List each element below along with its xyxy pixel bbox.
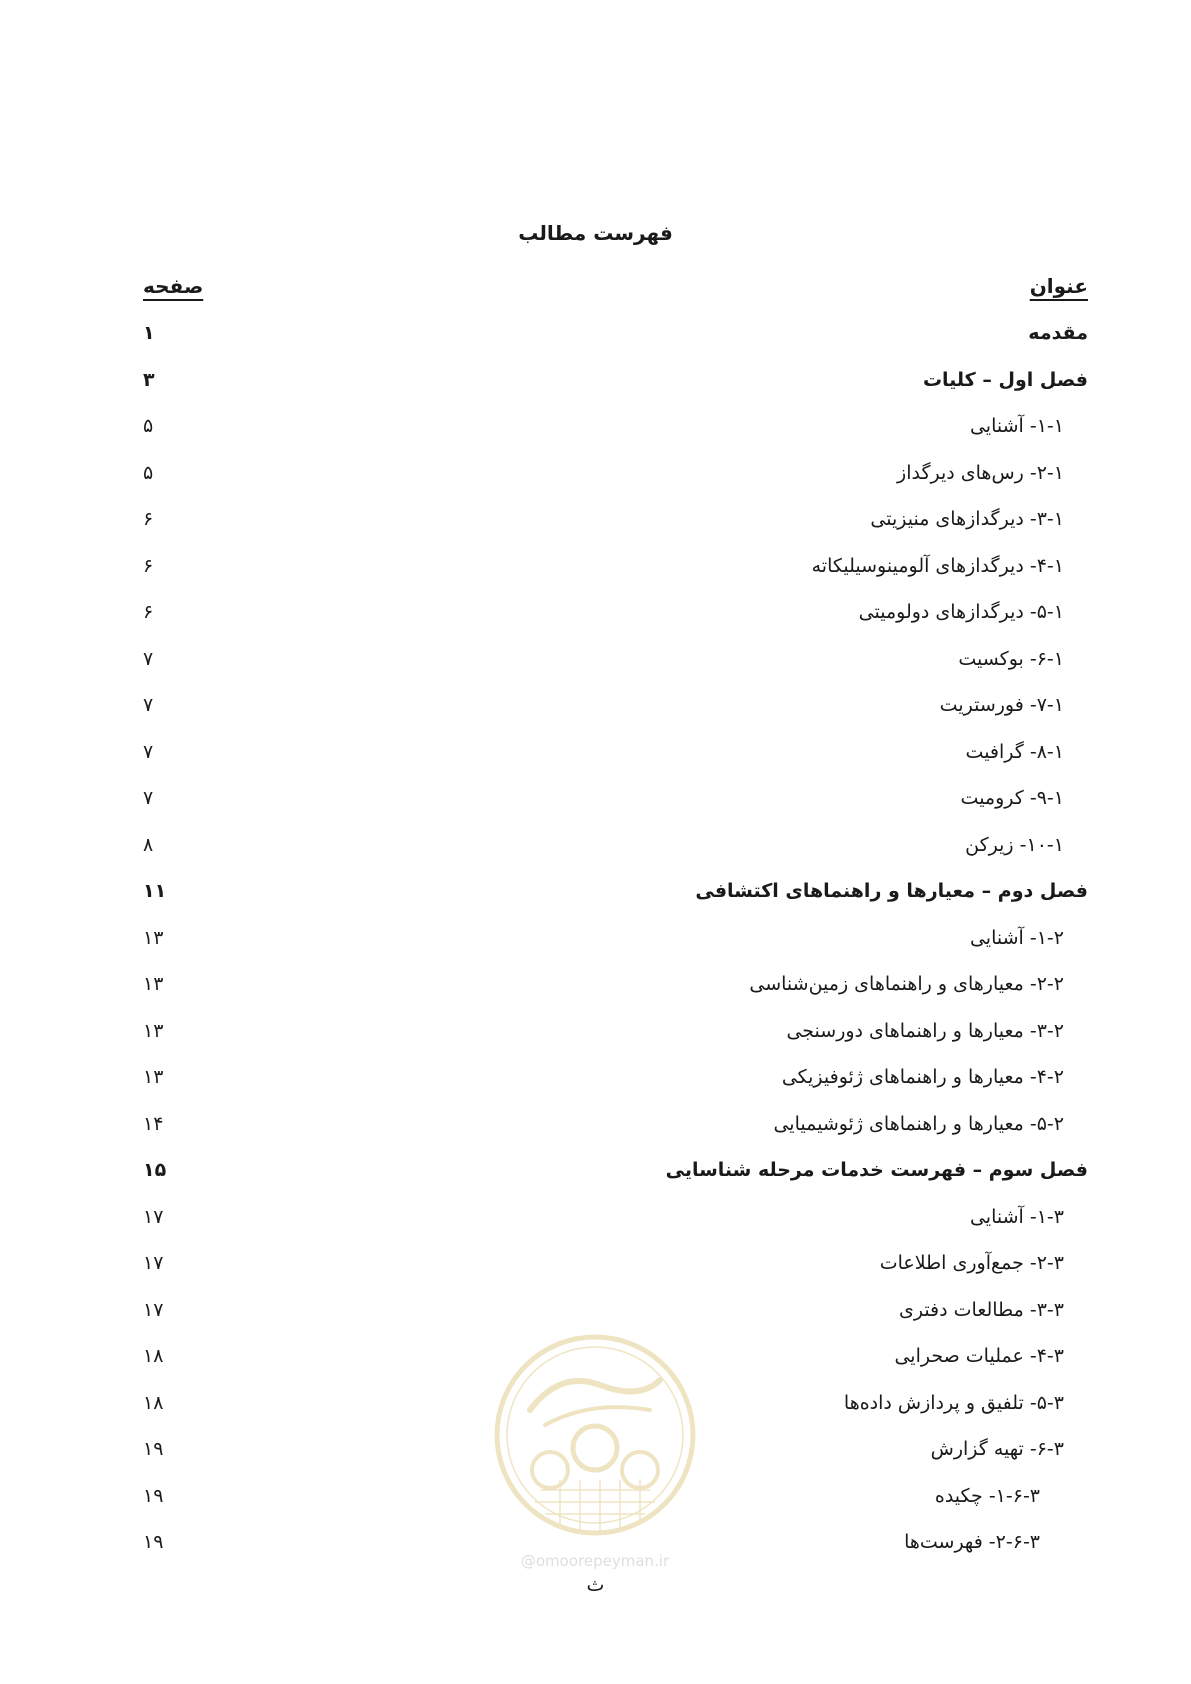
toc-entry-page: ۱۳ <box>143 1019 164 1042</box>
toc-entry-title: ۲-۲- معیارهای و راهنماهای زمین‌شناسی <box>749 973 1064 995</box>
page-number-letter: ث <box>586 1574 605 1596</box>
toc-entry-page: ۵ <box>143 415 154 437</box>
toc-entry-page: ۳ <box>143 368 155 391</box>
toc-entry-title: مقدمه <box>1028 322 1088 344</box>
toc-entry-page: ۱۳ <box>143 926 164 949</box>
toc-entry-page: ۱۵ <box>143 1159 167 1181</box>
toc-entry-title: ۵-۲- معیارها و راهنماهای ژئوشیمیایی <box>773 1112 1064 1135</box>
toc-entry <box>143 549 1088 596</box>
page-title: فهرست مطالب <box>518 221 673 245</box>
toc-entry <box>143 456 1088 503</box>
toc-entry-title: فصل اول – کلیات <box>922 368 1088 391</box>
toc-entry-page: ۸ <box>143 833 154 856</box>
toc-entry-title: ۱-۳- آشنایی <box>969 1205 1064 1228</box>
toc-entry-page: ۱۳ <box>143 973 164 995</box>
toc-entry-title: ۲-۳- جمع‌آوری اطلاعات <box>879 1252 1064 1274</box>
toc-entry <box>143 735 1088 782</box>
toc-entry <box>143 316 1088 363</box>
toc-entry-title: ۵-۱- دیرگدازهای دولومیتی <box>858 601 1064 623</box>
toc-entry-title: ۹-۱- کرومیت <box>960 787 1064 809</box>
toc-entry-page: ۶ <box>143 508 154 530</box>
toc-entry-page: ۱۷ <box>143 1252 164 1274</box>
toc-entry <box>143 921 1088 968</box>
toc-entry-title: ۱-۶-۳- چکیده <box>934 1484 1040 1507</box>
toc-entry-title: ۳-۳- مطالعات دفتری <box>898 1298 1064 1321</box>
toc-entry-page: ۵ <box>143 461 154 484</box>
toc-entry-page: ۱ <box>143 322 155 344</box>
toc-entry-page: ۱۳ <box>143 1066 164 1088</box>
toc-entry-title: ۷-۱- فورستریت <box>939 694 1064 716</box>
toc-entry-page: ۱۸ <box>143 1345 164 1367</box>
toc-entry-title: ۱-۱- آشنایی <box>969 415 1064 437</box>
toc-entry <box>143 1060 1088 1107</box>
toc-entry-page: ۱۹ <box>143 1531 164 1553</box>
toc-entry <box>143 642 1088 689</box>
toc-entry-title: ۲-۱- رس‌های دیرگداز <box>897 461 1064 484</box>
watermark-url: @omoorepeyman.ir <box>520 1552 670 1570</box>
toc-entry-page: ۱۷ <box>143 1205 164 1228</box>
toc-entry-title: ۲-۶-۳- فهرست‌ها <box>904 1531 1040 1553</box>
toc-entry-page: ۷ <box>143 740 154 763</box>
toc-entry-page: ۱۹ <box>143 1438 164 1460</box>
toc-entry-title: ۶-۳- تهیه گزارش <box>930 1438 1064 1460</box>
toc-entry-page: ۶ <box>143 601 154 623</box>
watermark-logo <box>490 1330 700 1570</box>
toc-entry <box>143 688 1088 735</box>
toc-entry <box>143 1200 1088 1247</box>
toc-entry-page: ۱۸ <box>143 1391 164 1414</box>
toc-entry-title: ۳-۱- دیرگدازهای منیزیتی <box>870 508 1064 530</box>
toc-entry-title: فصل سوم – فهرست خدمات مرحله شناسایی <box>665 1159 1088 1181</box>
toc-entry <box>143 409 1088 456</box>
toc-entry-title: ۳-۲- معیارها و راهنماهای دورسنجی <box>786 1019 1064 1042</box>
toc-entry-page: ۱۴ <box>143 1112 164 1135</box>
toc-entry <box>143 1246 1088 1293</box>
toc-entry <box>143 1107 1088 1154</box>
column-title-heading: عنوان <box>1029 274 1088 298</box>
toc-entry-title: ۴-۱- دیرگدازهای آلومینوسیلیکاته <box>811 554 1064 577</box>
toc-entry <box>143 967 1088 1014</box>
toc-entry-page: ۱۷ <box>143 1298 164 1321</box>
toc-entry <box>143 502 1088 549</box>
column-page-heading: صفحه <box>143 274 204 298</box>
toc-entry-page: ۱۹ <box>143 1484 164 1507</box>
toc-header-row <box>143 274 1088 308</box>
toc-entry-title: ۶-۱- بوکسیت <box>958 647 1064 670</box>
toc-entry-title: ۸-۱- گرافیت <box>965 740 1064 763</box>
toc-entry-page: ۷ <box>143 787 154 809</box>
toc-entry <box>143 781 1088 828</box>
toc-entry <box>143 363 1088 410</box>
toc-entry-page: ۱۱ <box>143 880 167 902</box>
toc-entry <box>143 595 1088 642</box>
toc-entry-title: ۴-۲- معیارها و راهنماهای ژئوفیزیکی <box>781 1066 1064 1088</box>
toc-entry <box>143 828 1088 875</box>
toc-entry-page: ۶ <box>143 554 154 577</box>
toc-entry-title: فصل دوم – معیارها و راهنماهای اکتشافی <box>695 880 1088 902</box>
toc-entry-title: ۵-۳- تلفیق و پردازش داده‌ها <box>843 1391 1064 1414</box>
toc-entry <box>143 1153 1088 1200</box>
seal-icon <box>490 1330 700 1545</box>
toc-entry <box>143 1014 1088 1061</box>
toc-entry-title: ۴-۳- عملیات صحرایی <box>894 1345 1064 1367</box>
toc-entry-page: ۷ <box>143 647 154 670</box>
toc-entry-page: ۷ <box>143 694 154 716</box>
toc-entry <box>143 874 1088 921</box>
toc-entry-title: ۱۰-۱- زیرکن <box>965 833 1064 856</box>
toc-entry-title: ۱-۲- آشنایی <box>969 926 1064 949</box>
